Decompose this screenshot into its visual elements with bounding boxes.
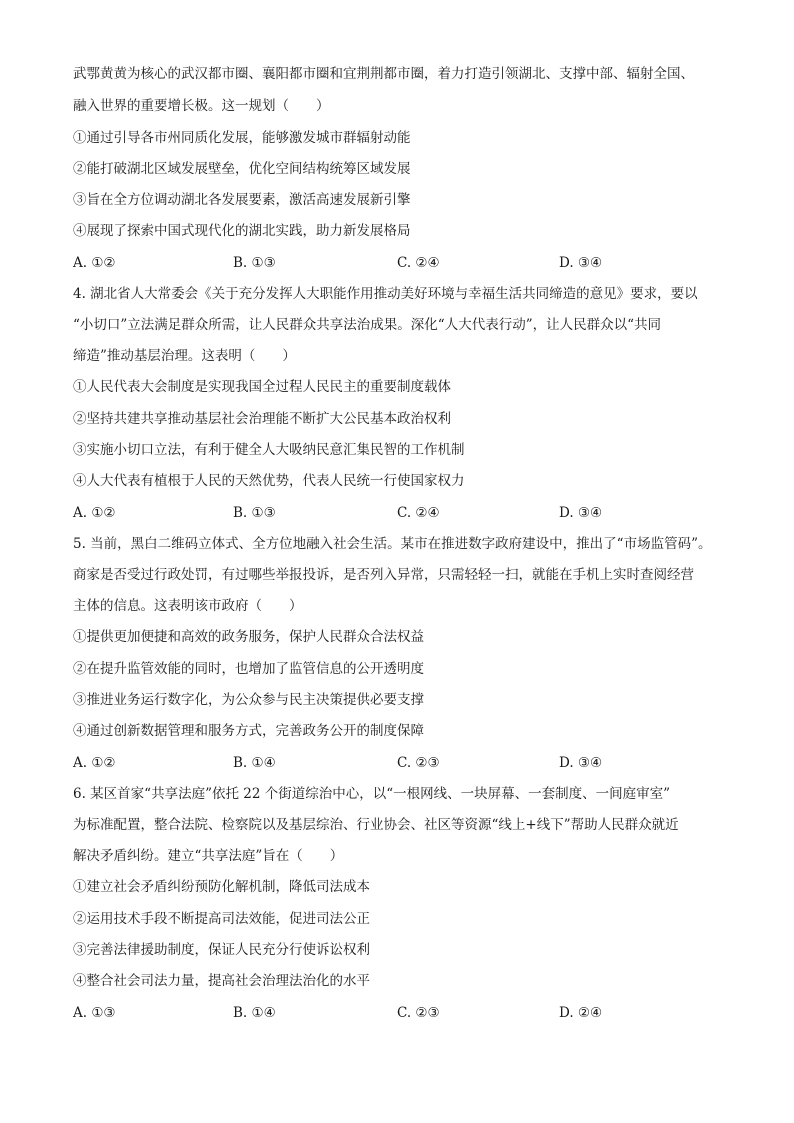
q6-item-2: ②运用技术手段不断提高司法效能，促进司法公正 [73, 911, 370, 927]
q4-stem-line-2: “小切口”立法满足群众所需，让人民群众共享法治成果。深化“人大代表行动”，让人民群众以“共同 [73, 317, 662, 333]
q6-item-1: ①建立社会矛盾纠纷预防化解机制，降低司法成本 [73, 879, 370, 895]
q4-item-4: ④人大代表有植根于人民的天然优势，代表人民统一行使国家权力 [73, 473, 465, 489]
q5-item-3: ③推进业务运行数字化，为公众参与民主决策提供必要支撑 [73, 692, 424, 708]
q5-options [73, 754, 733, 772]
q3-option-a: A. ①② [73, 255, 116, 271]
q4-option-b: B. ①③ [233, 505, 276, 521]
q6-options [73, 1004, 733, 1022]
q5-option-c: C. ②③ [397, 755, 440, 771]
q6-option-c: C. ②③ [397, 1005, 440, 1021]
q6-option-d: D. ②④ [559, 1005, 603, 1021]
q3-option-c: C. ②④ [397, 255, 440, 271]
q3-item-2: ②能打破湖北区域发展壁垒，优化空间结构统筹区域发展 [73, 161, 411, 177]
q4-stem-line-1: 4. 湖北省人大常委会《关于充分发挥人大职能作用推动美好环境与幸福生活共同缔造的意见》要求，要以 [73, 286, 698, 302]
q4-option-d: D. ③④ [559, 505, 603, 521]
q5-item-2: ②在提升监管效能的同时，也增加了监管信息的公开透明度 [73, 661, 424, 677]
q3-option-b: B. ①③ [233, 255, 276, 271]
q3-item-4: ④展现了探索中国式现代化的湖北实践，助力新发展格局 [73, 223, 411, 239]
q5-stem-line-3: 主体的信息。这表明该市政府（ ） [73, 598, 303, 614]
q6-stem-line-3: 解决矛盾纠纷。建立“共享法庭”旨在（ ） [73, 848, 344, 864]
q6-stem-line-2: 为标准配置，整合法院、检察院以及基层综治、行业协会、社区等资源“线上+线下”帮助人民群众就近 [73, 817, 679, 833]
q5-option-a: A. ①② [73, 755, 116, 771]
q3-stem-line-1: 武鄂黄黄为核心的武汉都市圈、襄阳都市圈和宜荆荆都市圈，着力打造引领湖北、支撑中部、辐射全国、 [73, 66, 694, 82]
q4-option-c: C. ②④ [397, 505, 440, 521]
q5-stem-line-1: 5. 当前，黑白二维码立体式、全方位地融入社会生活。某市在推进数字政府建设中，推出了“市场监管码”。 [73, 536, 712, 552]
q3-item-3: ③旨在全方位调动湖北各发展要素，激活高速发展新引擎 [73, 192, 411, 208]
q6-option-b: B. ①④ [233, 1005, 276, 1021]
q3-options [73, 254, 733, 272]
q4-option-a: A. ①② [73, 505, 116, 521]
q5-option-d: D. ③④ [559, 755, 603, 771]
q5-item-1: ①提供更加便捷和高效的政务服务，保护人民群众合法权益 [73, 629, 424, 645]
q4-stem-line-3: 缔造”推动基层治理。这表明（ ） [73, 348, 296, 364]
q6-stem-line-1: 6. 某区首家“共享法庭”依托 22 个街道综治中心，以“一根网线、一块屏幕、一套制度、一间庭审室” [73, 786, 671, 802]
q4-item-3: ③实施小切口立法，有利于健全人大吸纳民意汇集民智的工作机制 [73, 442, 465, 458]
q5-option-b: B. ①④ [233, 755, 276, 771]
q3-stem-line-2: 融入世界的重要增长极。这一规划（ ） [73, 98, 330, 114]
q3-option-d: D. ③④ [559, 255, 603, 271]
q6-item-3: ③完善法律援助制度，保证人民充分行使诉讼权利 [73, 942, 370, 958]
q4-item-1: ①人民代表大会制度是实现我国全过程人民民主的重要制度载体 [73, 379, 451, 395]
q3-item-1: ①通过引导各市州同质化发展，能够激发城市群辐射动能 [73, 130, 411, 146]
q4-item-2: ②坚持共建共享推动基层社会治理能不断扩大公民基本政治权利 [73, 411, 451, 427]
q6-option-a: A. ①③ [73, 1005, 116, 1021]
q5-stem-line-2: 商家是否受过行政处罚，有过哪些举报投诉，是否列入异常，只需轻轻一扫，就能在手机上实时查阅经营 [73, 567, 694, 583]
q6-item-4: ④整合社会司法力量，提高社会治理法治化的水平 [73, 973, 370, 989]
q5-item-4: ④通过创新数据管理和服务方式，完善政务公开的制度保障 [73, 723, 424, 739]
q4-options [73, 504, 733, 522]
